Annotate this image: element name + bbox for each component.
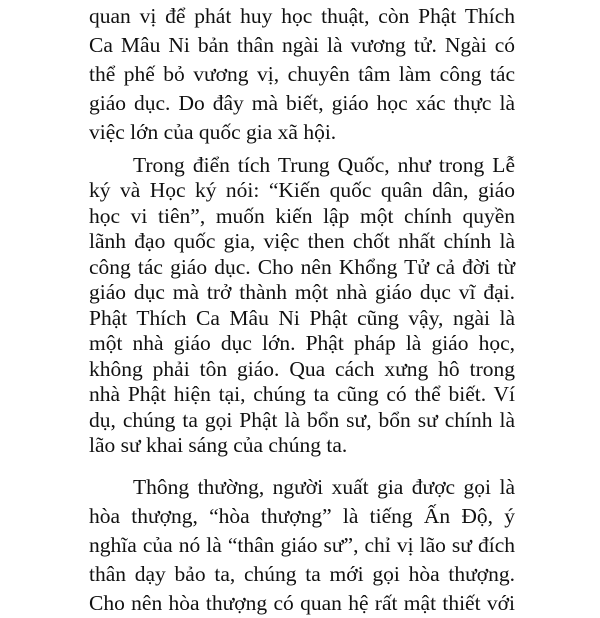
text-line: công tác giáo dục. Cho nên Khổng Tử cả đời từ: [89, 255, 515, 279]
document-page: [89, 0, 515, 615]
text-line: nghĩa của nó là “thân giáo sư”, chỉ vị lão sư đích: [89, 533, 515, 557]
text-line: Trong điển tích Trung Quốc, như trong Lễ: [133, 153, 515, 177]
text-line: giáo dục mà trở thành một nhà giáo dục vĩ đại.: [89, 280, 515, 304]
text-line: quan vị để phát huy học thuật, còn Phật Thích: [89, 4, 515, 28]
text-line: giáo dục. Do đây mà biết, giáo học xác thực là: [89, 91, 515, 115]
text-line: việc lớn của quốc gia xã hội.: [89, 120, 337, 144]
text-line: thân dạy bảo ta, chúng ta mới gọi hòa thượng.: [89, 562, 515, 586]
text-line: học vi tiên”, muốn kiến lập một chính quyền: [89, 204, 515, 228]
text-line: hòa thượng, “hòa thượng” là tiếng Ấn Độ, ý: [89, 504, 515, 528]
text-line: dụ, chúng ta gọi Phật là bổn sư, bổn sư chính là: [89, 408, 515, 432]
text-line: Phật Thích Ca Mâu Ni Phật cũng vậy, ngài là: [89, 306, 515, 330]
text-line: Thông thường, người xuất gia được gọi là: [133, 475, 515, 499]
text-line: nhà Phật hiện tại, chúng ta cũng có thể biết. Ví: [89, 382, 515, 406]
text-line: một nhà giáo dục lớn. Phật pháp là giáo học,: [89, 331, 515, 355]
text-line: Ca Mâu Ni bản thân ngài là vương tử. Ngài có: [89, 33, 515, 57]
text-line: không phải tôn giáo. Qua cách xưng hô trong: [89, 357, 515, 381]
text-line: lão sư khai sáng của chúng ta.: [89, 433, 348, 457]
text-line: ký và Học ký nói: “Kiến quốc quân dân, giáo: [89, 178, 515, 202]
text-line: thể phế bỏ vương vị, chuyên tâm làm công tác: [89, 62, 515, 86]
text-line: Cho nên hòa thượng có quan hệ rất mật thiết với: [89, 591, 515, 615]
text-line: lãnh đạo quốc gia, việc then chốt nhất chính là: [89, 229, 515, 253]
